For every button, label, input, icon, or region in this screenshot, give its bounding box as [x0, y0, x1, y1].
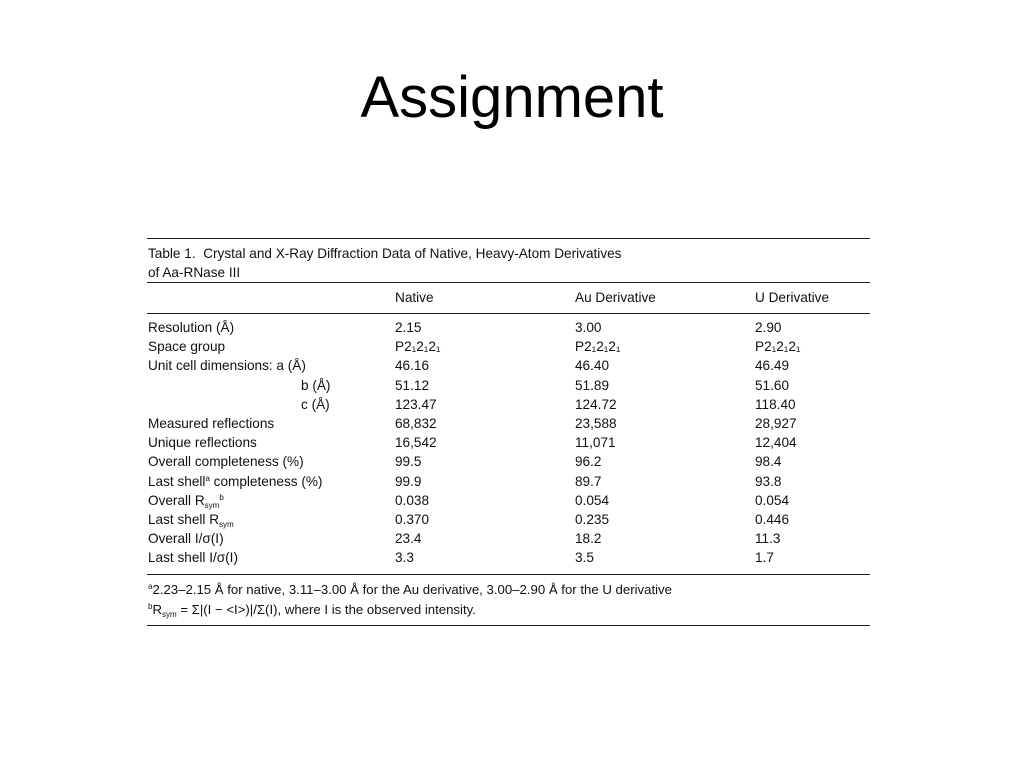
footnote-b [148, 600, 870, 620]
bottom-rule [147, 625, 870, 626]
caption-line-2: of Aa-RNase III [148, 265, 241, 280]
cell-native: 99.9 [395, 473, 422, 489]
cell-native: 23.4 [395, 531, 422, 547]
cell-u: 2.90 [755, 320, 782, 335]
row-label: c (Å) [301, 396, 330, 412]
cell-u: 93.8 [755, 473, 782, 489]
caption-line-1: Crystal and X-Ray Diffraction Data of Native, Heavy-Atom Derivatives [203, 246, 622, 261]
cell-au: 18.2 [575, 531, 602, 547]
cell-au: 3.00 [575, 320, 602, 335]
cell-au: 89.7 [575, 473, 602, 489]
footnote-a [148, 580, 870, 600]
footnote-marker-a: a [205, 473, 210, 483]
cell-au: 46.40 [575, 358, 610, 374]
cell-native: 0.370 [395, 511, 430, 527]
cell-native: 68,832 [395, 415, 437, 431]
table-row [147, 377, 870, 396]
row-label-text-rest: completeness (%) [209, 473, 323, 489]
cell-au: 51.89 [575, 377, 610, 393]
table-row [147, 434, 870, 453]
row-label: Overall I/σ(I) [148, 531, 224, 547]
cell-native: 51.12 [395, 377, 430, 393]
cell-native: P2₁2₁2₁ [395, 339, 441, 355]
data-table [147, 238, 870, 626]
cell-u: 12,404 [755, 435, 797, 451]
cell-au: 0.054 [575, 492, 610, 508]
cell-u: 28,927 [755, 415, 797, 431]
row-label: Unit cell dimensions: a (Å) [148, 358, 306, 374]
cell-au: 3.5 [575, 550, 594, 566]
table-row [147, 338, 870, 357]
cell-native: 0.038 [395, 492, 430, 508]
cell-au: 11,071 [575, 435, 616, 451]
row-label [148, 512, 234, 527]
table-row [147, 549, 870, 568]
row-label-subscript: sym [204, 500, 220, 510]
cell-u: 1.7 [755, 550, 774, 566]
slide-title: Assignment [360, 65, 664, 130]
cell-native: 3.3 [395, 550, 414, 566]
table-row [147, 453, 870, 472]
table-row [147, 530, 870, 549]
table-row [147, 492, 870, 511]
cell-u: 51.60 [755, 377, 790, 393]
cell-u: 0.446 [755, 511, 790, 527]
cell-au: P2₁2₁2₁ [575, 339, 621, 355]
footnote-b-text-post: = Σ|(I − <I>)|/Σ(I), where I is the observed intensity. [176, 601, 476, 617]
row-label: Space group [148, 339, 226, 355]
cell-au: 23,588 [575, 415, 617, 431]
column-header-au: Au Derivative [575, 290, 656, 305]
row-label: Last shell I/σ(I) [148, 550, 238, 566]
cell-u: 46.49 [755, 358, 790, 374]
table-footnotes [147, 575, 870, 625]
caption-number: Table 1. [148, 246, 196, 261]
cell-native: 123.47 [395, 396, 437, 412]
row-label: b (Å) [301, 377, 331, 393]
table-row [147, 415, 870, 434]
footnote-marker-b: b [219, 492, 224, 502]
cell-u: P2₁2₁2₁ [755, 339, 801, 355]
table-caption [147, 239, 870, 282]
footnote-b-text-pre: R [152, 601, 162, 617]
column-header-native: Native [395, 290, 434, 305]
cell-u: 11.3 [755, 531, 781, 547]
row-label-text: Last shell R [148, 511, 220, 527]
cell-native: 99.5 [395, 454, 422, 470]
cell-native: 16,542 [395, 435, 437, 451]
cell-u: 98.4 [755, 454, 782, 470]
row-label: Measured reflections [148, 415, 275, 431]
table-row [147, 319, 870, 338]
cell-u: 0.054 [755, 492, 790, 508]
table-row [147, 396, 870, 415]
row-label [148, 493, 224, 508]
cell-au: 0.235 [575, 511, 610, 527]
footnote-mark-b: b [148, 601, 153, 611]
row-label [148, 474, 322, 489]
cell-u: 118.40 [755, 396, 796, 412]
table-row [147, 473, 870, 492]
table-row [147, 357, 870, 376]
column-header-u: U Derivative [755, 290, 830, 305]
footnote-b-subscript: sym [161, 609, 177, 619]
row-label: Unique reflections [148, 435, 257, 451]
footnote-mark-a: a [148, 582, 153, 592]
table-header-row [147, 283, 870, 313]
cell-au: 96.2 [575, 454, 602, 470]
row-label-text: Overall R [148, 492, 205, 508]
row-label: Resolution (Å) [148, 320, 235, 335]
cell-native: 46.16 [395, 358, 430, 374]
cell-au: 124.72 [575, 396, 617, 412]
row-label-text: Last shell [148, 473, 206, 489]
table-body [147, 314, 870, 574]
footnote-a-text: 2.23–2.15 Å for native, 3.11–3.00 Å for the Au derivative, 3.00–2.90 Å for the U derivative [152, 582, 672, 598]
row-label-subscript: sym [219, 519, 234, 529]
table-row [147, 511, 870, 530]
row-label: Overall completeness (%) [148, 454, 304, 470]
cell-native: 2.15 [395, 320, 422, 335]
